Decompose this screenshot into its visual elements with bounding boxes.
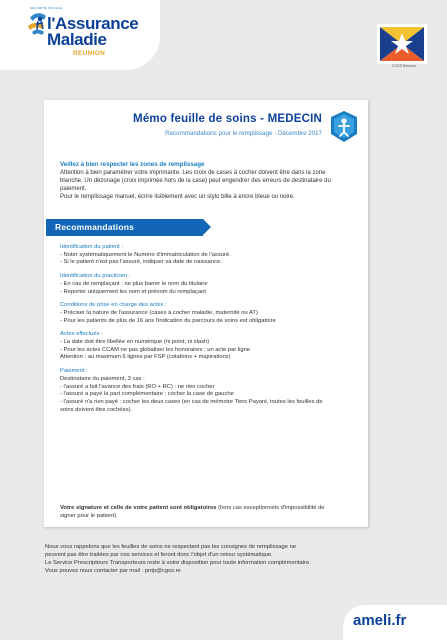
intro-heading: Veillez à bien respecter les zones de remplissage <box>60 161 205 168</box>
ameli-logo-text: ameli.fr <box>353 612 407 629</box>
section-patient <box>60 244 358 267</box>
intro-block <box>60 161 356 201</box>
section-paiement <box>60 368 358 414</box>
page-header <box>0 0 447 70</box>
section-line: - Pour les actes CCAM ne pas globaliser les honoraires : un acte par ligne <box>60 346 251 353</box>
section-line: Attention : au maximum 6 lignes par FSP (cotations + majorations) <box>60 354 231 361</box>
medical-badge-icon <box>329 110 359 143</box>
section-line: - La date doit être libellée en numérique (ni point, ni slash) <box>60 339 210 346</box>
footer-line: peuvent pas être traitées par nos services et feront donc l'objet d'un retour systématique. <box>45 552 273 558</box>
section-title: Identification du patient : <box>60 244 123 250</box>
section-title: Conditions de prise en charge des actes : <box>60 302 167 309</box>
assurance-maladie-logo[interactable] <box>0 0 160 70</box>
section-conditions <box>60 302 358 325</box>
section-line: - Pour les patients de plus de 16 ans l'indication du parcours de soins est obligatoire <box>60 317 276 324</box>
footer-line: Le Service Prescripteurs Transporteurs reste à votre disposition pour toute information complémentaire. <box>45 560 311 566</box>
section-line: - l'assuré n'a rien payé : cocher les deux cases (en cas de mémoire Tiers Payant, toutes les feuilles de <box>60 398 323 405</box>
intro-line: Pour le remplissage manuel, écrire lisiblement avec un stylo bille à encre bleue ou noire. <box>60 194 295 200</box>
memo-card <box>44 100 368 527</box>
section-line: soins doivent être cochées). <box>60 406 133 413</box>
intro-line: paiement. <box>60 186 87 192</box>
section-line: - Noter systématiquement le Numéro d'immatriculation de l'assuré. <box>60 251 231 258</box>
intro-line: blanche. Un dézonage (croix imprimée hors de la case) peut engendrer des erreurs de destinataire du <box>60 178 331 184</box>
section-line: - Reporter uniquement les nom et prénom du remplaçant <box>60 288 206 295</box>
logo-region: REUNION <box>73 50 106 57</box>
recommendations-band: Recommandations <box>46 219 203 236</box>
section-actes <box>60 331 358 362</box>
section-line: - Si le patient n'est pas l'assuré, indiquer sa date de naissance. <box>60 259 222 266</box>
intro-line: Attention à bien paramétrer votre imprimante. Les croix de cases à cocher doivent être dans la zone <box>60 170 326 176</box>
cgss-label: CGSS Réunion <box>392 64 416 68</box>
section-title: Identification du practicien : <box>60 273 131 280</box>
footer-contact-line[interactable]: Vous pouvez nous contacter par mail : pntp@cgss.re <box>45 568 181 574</box>
ameli-logo[interactable] <box>343 605 447 640</box>
section-line: - En cas de remplaçant : ne plus barrer le nom du titulaire <box>60 280 208 287</box>
section-practicien <box>60 273 358 296</box>
section-line: - Préciser la nature de l'assurance (cases à cocher maladie, maternité ou AT) <box>60 309 258 316</box>
logo-small-text: SÉCURITÉ SOCIALE <box>30 6 63 10</box>
logo-title-line1: l'Assurance <box>47 14 139 33</box>
section-line: Destinataire du paiement, 3 cas : <box>60 375 145 382</box>
section-title: Paiement : <box>60 368 88 375</box>
section-title: Actes effectués : <box>60 331 103 338</box>
signature-rest: (hors cas exceptionnels d'impossibilité de <box>216 505 325 511</box>
memo-title: Mémo feuille de soins - MEDECIN <box>133 113 322 125</box>
memo-subtitle: Recommandations pour le remplissage - Décembre 2017 <box>165 130 322 137</box>
footer-notice <box>45 543 375 575</box>
signature-note <box>60 504 358 520</box>
signature-bold: Votre signature et celle de votre patient sont obligatoires <box>60 505 217 511</box>
section-line: - l'assuré a payé la part complémentaire : cocher la case de gauche <box>60 391 234 398</box>
logo-title-line2: Maladie <box>47 30 107 49</box>
signature-line2: signer pour le patient). <box>60 513 118 519</box>
recommendations-list <box>60 244 358 420</box>
footer-line: Nous vous rappelons que les feuilles de soins ne respectant pas les consignes de remplissage ne <box>45 544 297 550</box>
section-line: - l'assuré a fait l'avance des frais (RO + RC) : ne rien cocher <box>60 383 215 390</box>
cgss-reunion-logo-icon <box>377 24 427 68</box>
